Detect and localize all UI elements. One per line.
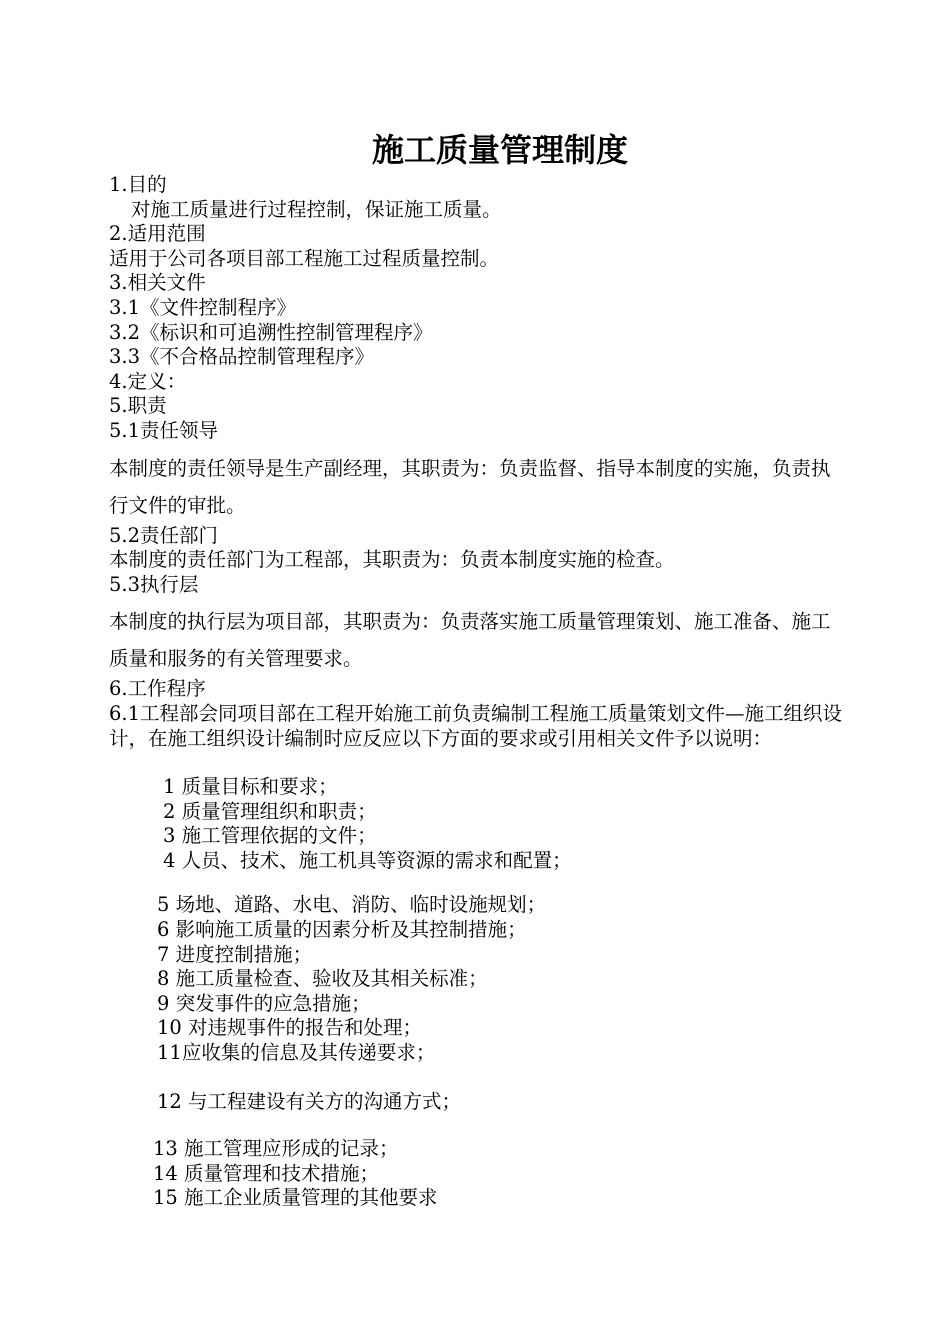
list-item: 10 对违规事件的报告和处理； (157, 1016, 423, 1040)
requirements-list-group-2 (109, 893, 849, 1065)
section-heading-responsibilities: 5.职责 (109, 394, 167, 418)
list-item: 5 场地、道路、水电、消防、临时设施规划； (157, 893, 547, 917)
list-item: 15 施工企业质量管理的其他要求 (153, 1186, 438, 1210)
subsection-heading-execution: 5.3执行层 (109, 572, 199, 596)
requirements-list-group-4 (109, 1137, 849, 1211)
list-item: 9 突发事件的应急措施； (157, 991, 371, 1015)
document-body (109, 173, 849, 1211)
related-doc-item: 3.3《不合格品控制管理程序》 (109, 345, 375, 369)
related-doc-item: 3.2《标识和可追溯性控制管理程序》 (109, 320, 433, 344)
list-item: 8 施工质量检查、验收及其相关标准； (157, 967, 488, 991)
list-item: 14 质量管理和技术措施； (153, 1161, 380, 1185)
subsection-heading-leader: 5.1责任领导 (109, 418, 219, 442)
subsection-heading-department: 5.2责任部门 (109, 523, 219, 547)
list-item: 2 质量管理组织和职责； (163, 799, 377, 823)
section-heading-definitions: 4.定义： (109, 369, 187, 393)
section-text-purpose: 对施工质量进行过程控制，保证施工质量。 (131, 197, 502, 221)
related-doc-item: 3.1《文件控制程序》 (109, 295, 297, 319)
subsection-text-leader: 本制度的责任领导是生产副经理，其职责为：负责监督、指导本制度的实施，负责执行文件的审批。 (109, 456, 831, 517)
list-item: 13 施工管理应形成的记录； (153, 1137, 399, 1161)
list-item: 12 与工程建设有关方的沟通方式； (157, 1089, 462, 1113)
list-item: 1 质量目标和要求； (163, 775, 338, 799)
section-heading-purpose: 1.目的 (109, 173, 167, 196)
requirements-list-group-3 (109, 1090, 849, 1115)
section-text-scope: 适用于公司各项目部工程施工过程质量控制。 (109, 246, 500, 270)
section-heading-procedure: 6.工作程序 (109, 677, 206, 701)
list-item: 6 影响施工质量的因素分析及其控制措施； (157, 918, 527, 942)
list-item: 3 施工管理依据的文件； (163, 824, 377, 848)
section-heading-scope: 2.适用范围 (109, 222, 206, 246)
section-heading-related-docs: 3.相关文件 (109, 271, 206, 295)
list-item: 7 进度控制措施； (157, 942, 313, 966)
list-item: 4 人员、技术、施工机具等资源的需求和配置； (163, 848, 572, 872)
procedure-text-6-1: 6.1工程部会同项目部在工程开始施工前负责编制工程施工质量策划文件—施工组织设计，在施工组织设计编制时应反应以下方面的要求或引用相关文件予以说明： (109, 701, 843, 750)
subsection-text-department: 本制度的责任部门为工程部，其职责为：负责本制度实施的检查。 (109, 548, 675, 572)
document-title: 施工质量管理制度 (371, 131, 628, 169)
subsection-text-execution: 本制度的执行层为项目部，其职责为：负责落实施工质量管理策划、施工准备、施工质量和服务的有关管理要求。 (109, 610, 831, 671)
list-item: 11应收集的信息及其传递要求； (157, 1041, 436, 1065)
requirements-list-group-1 (109, 775, 849, 873)
